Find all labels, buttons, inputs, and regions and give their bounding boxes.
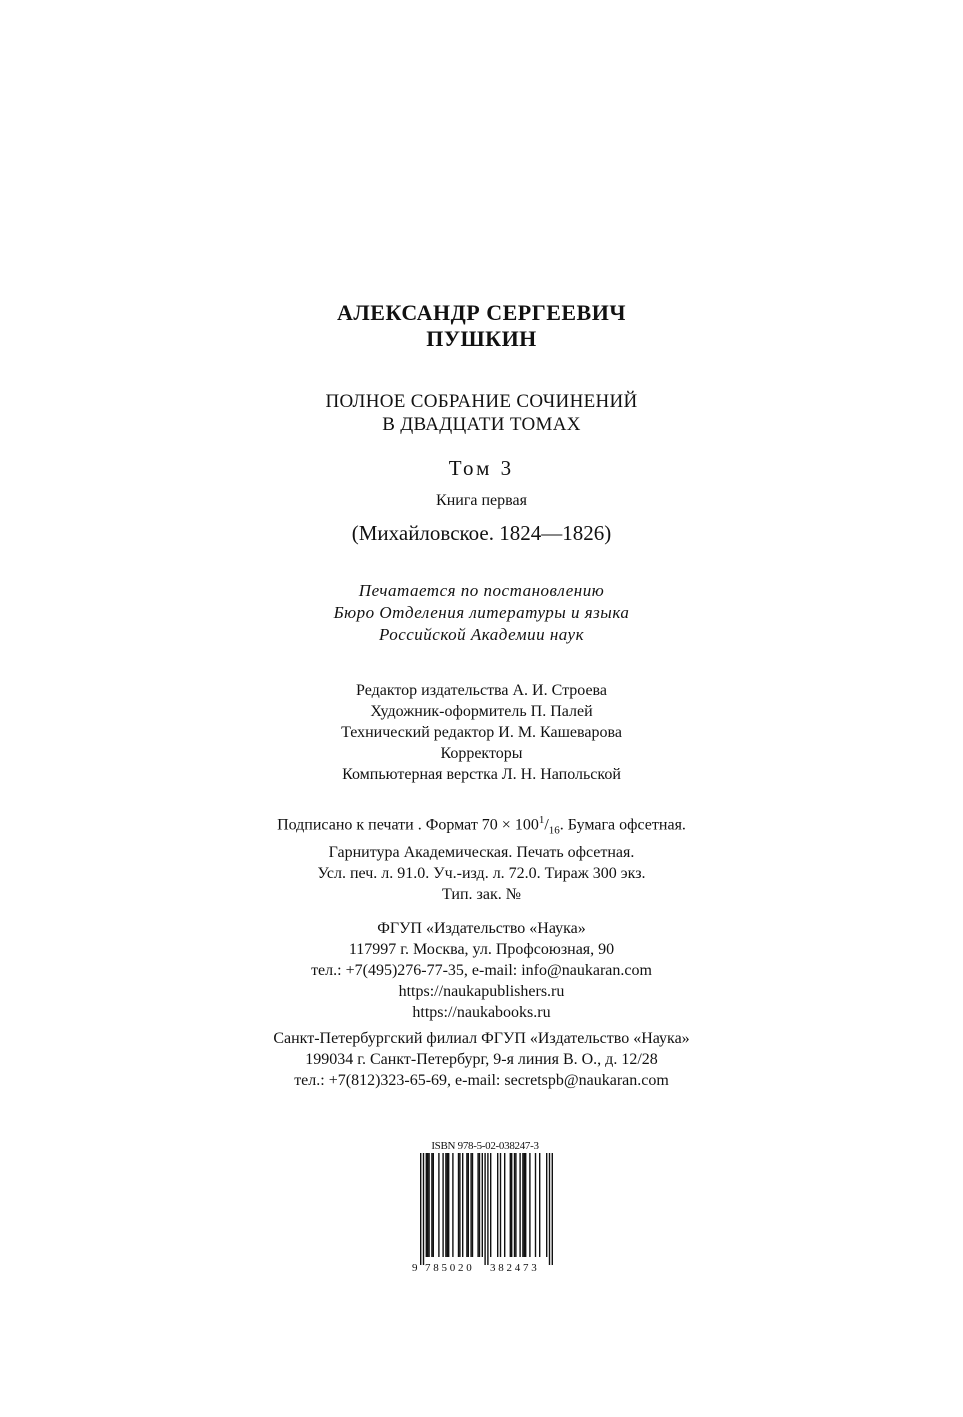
series-title [0,390,963,436]
barcode-bar [514,1153,515,1257]
barcode-graphic [412,1153,558,1277]
staff-line: Редактор издательства А. И. Строева [356,682,607,699]
barcode-bar [524,1153,525,1257]
format-fraction-denominator: 16 [548,824,560,837]
publisher-link: https://naukabooks.ru [412,1004,551,1021]
barcode-bar [510,1153,511,1257]
branch-line: Санкт-Петербургский филиал ФГУП «Издательство «Наука» [273,1030,690,1047]
author-name-line: АЛЕКСАНДР СЕРГЕЕВИЧ [336,300,626,325]
book-number: Книга первая [436,492,527,509]
publisher-link: https://naukapublishers.ru [398,983,565,1000]
barcode-bar [482,1153,483,1257]
staff-line: Корректоры [440,745,523,762]
barcode-bar [472,1153,473,1257]
decree-line: Бюро Отделения литературы и языка [333,603,630,622]
barcode-bar [431,1153,432,1257]
barcode-bar [468,1153,469,1257]
barcode-bar [546,1153,547,1257]
print-line: Тип. зак. № [442,885,521,903]
branch-line: 199034 г. Санкт-Петербург, 9-я линия В. О., д. 12/28 [305,1051,658,1068]
barcode-bar [522,1153,523,1257]
decree-line: Российской Академии наук [378,625,585,644]
barcode-bar [535,1153,536,1257]
barcode-digits: 3 8 2 4 7 3 [490,1262,537,1274]
volume-number: Том 3 [448,456,515,480]
barcode-bar [500,1153,501,1257]
barcode-bar [423,1153,424,1265]
barcode-bar [519,1153,520,1257]
publisher-line: тел.: +7(495)276-77-35, e-mail: info@naukaran.com [311,962,652,979]
isbn-label: ISBN 978-5-02-038247-3 [431,1140,539,1152]
barcode-bar [515,1153,516,1257]
barcode-bar [427,1153,428,1257]
barcode-bar [552,1153,553,1265]
barcode-bar [445,1153,446,1257]
publisher-line: 117997 г. Москва, ул. Профсоюзная, 90 [348,941,615,958]
print-format-text: Подписано к печати . Формат 70 × 100 [277,816,539,834]
barcode-digits: 7 8 5 0 2 0 [425,1262,472,1274]
branch-line: тел.: +7(812)323-65-69, e-mail: secretspb@naukaran.com [294,1072,669,1089]
print-details [0,810,963,905]
format-fraction-numerator: 1 [538,814,545,826]
barcode-bar [447,1153,448,1257]
barcode-bar [442,1153,443,1257]
author-name [0,300,963,352]
barcode-bar [529,1153,530,1257]
barcode-bar [504,1153,505,1257]
barcode-bar [462,1153,463,1257]
print-line: Усл. печ. л. 91.0. Уч.-изд. л. 72.0. Тираж 300 экз. [317,864,646,882]
publication-decree [0,580,963,646]
barcode-bar [426,1153,427,1257]
period-subtitle: (Михайловское. 1824—1826) [351,521,612,545]
barcode-bar [452,1153,453,1257]
barcode-bar [433,1153,434,1257]
barcode-bar [420,1153,421,1265]
author-surname-line: ПУШКИН [426,326,537,351]
barcode-bar [466,1153,467,1257]
editorial-staff [0,680,963,785]
barcode-bar [458,1153,459,1257]
barcode-bar [539,1153,540,1257]
barcode-bar [438,1153,439,1257]
barcode-bar [525,1153,526,1257]
isbn-barcode [412,1140,558,1277]
staff-line: Технический редактор И. М. Кашеварова [341,724,622,741]
barcode-bar [487,1153,488,1265]
series-title-line: ПОЛНОЕ СОБРАНИЕ СОЧИНЕНИЙ [325,391,638,412]
branch-info [0,1028,963,1091]
print-paper-text: . Бумага офсетная. [559,816,686,834]
staff-line: Художник-оформитель П. Палей [370,703,593,720]
series-title-line: В ДВАДЦАТИ ТОМАХ [382,414,581,435]
staff-line: Компьютерная верстка Л. Н. Напольской [342,766,621,783]
print-format-line: Подписано к печати . Формат $70 \times 100^1/_{16}$. Бумага офсетная. [277,814,686,837]
publisher-line: ФГУП «Издательство «Наука» [377,920,586,937]
barcode-bar [448,1153,449,1257]
barcode-bar [459,1153,460,1257]
barcode-bar [479,1153,480,1257]
barcode-bar [490,1153,491,1257]
barcode-bar [428,1153,429,1257]
barcode-bar [470,1153,471,1257]
decree-line: Печатается по постановлению [358,581,605,600]
barcode-bar [549,1153,550,1265]
barcode-bar [477,1153,478,1257]
barcode-bar [497,1153,498,1257]
publisher-info [0,918,963,1023]
print-line: Гарнитура Академическая. Печать офсетная. [328,843,635,861]
barcode-bar [511,1153,512,1257]
barcode-bar [484,1153,485,1265]
barcode-digits: 9 [412,1262,418,1274]
